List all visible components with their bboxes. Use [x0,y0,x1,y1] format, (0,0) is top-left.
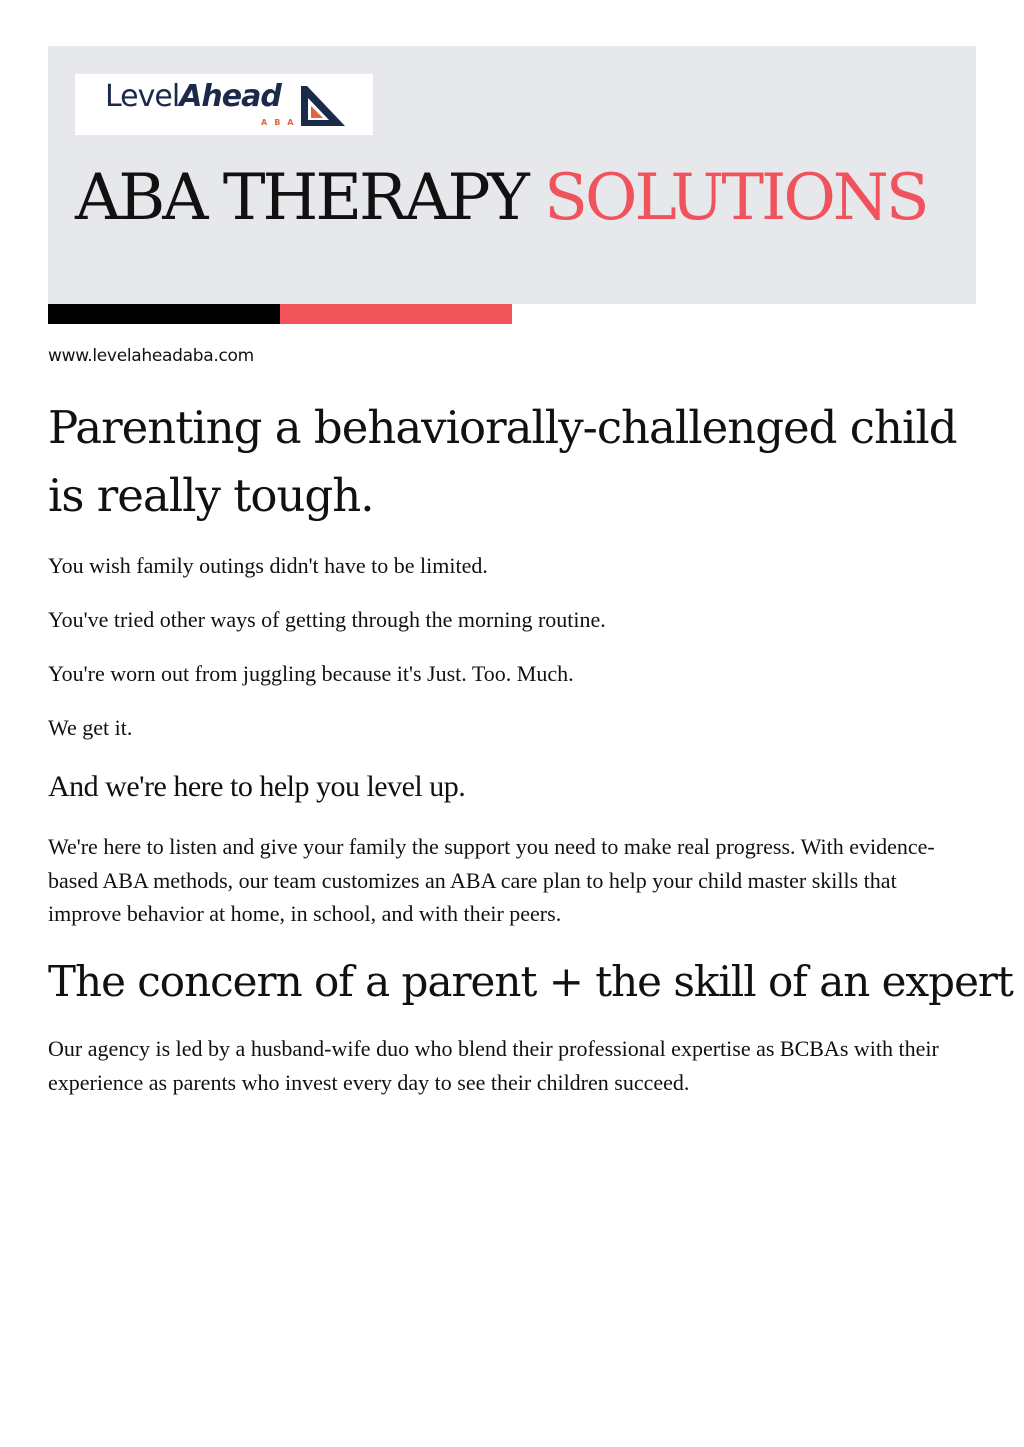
logo-ahead-text: Ahead [179,79,281,114]
divider-bar-black [48,304,280,324]
logo-aba-text: ABA [261,118,301,127]
agency-paragraph: Our agency is led by a husband-wife duo who blend their professional expertise as BCBAs with their experience as parents who invest every day to see their children succeed. [48,1036,939,1095]
logo-wordmark [105,79,281,114]
statement-line: We get it. [48,715,133,740]
subheading: And we're here to help you level up. [48,770,466,803]
banner-title [75,158,927,238]
banner-title-main: ABA THERAPY [75,161,527,235]
triangle-logo-icon [297,84,347,128]
header-banner [48,46,976,304]
main-headline: Parenting a behaviorally-challenged child is really tough. [48,401,957,522]
support-paragraph: We're here to listen and give your family the support you need to make real progress. With evidence-based ABA methods, our team customizes an ABA care plan to help your child master skills that improve behavior at home, in school, and with their peers. [48,834,935,926]
statement-line: You've tried other ways of getting through the morning routine. [48,607,606,632]
secondary-headline: The concern of a parent + the skill of an expert [48,957,1013,1006]
statement-line: You're worn out from juggling because it's Just. Too. Much. [48,661,574,686]
divider-bar-red [280,304,512,324]
logo-level-text: Level [105,79,180,114]
statement-line: You wish family outings didn't have to be limited. [48,553,488,578]
website-link[interactable]: www.levelaheadaba.com [48,346,254,366]
logo[interactable] [75,74,373,135]
banner-title-accent: SOLUTIONS [544,161,927,235]
